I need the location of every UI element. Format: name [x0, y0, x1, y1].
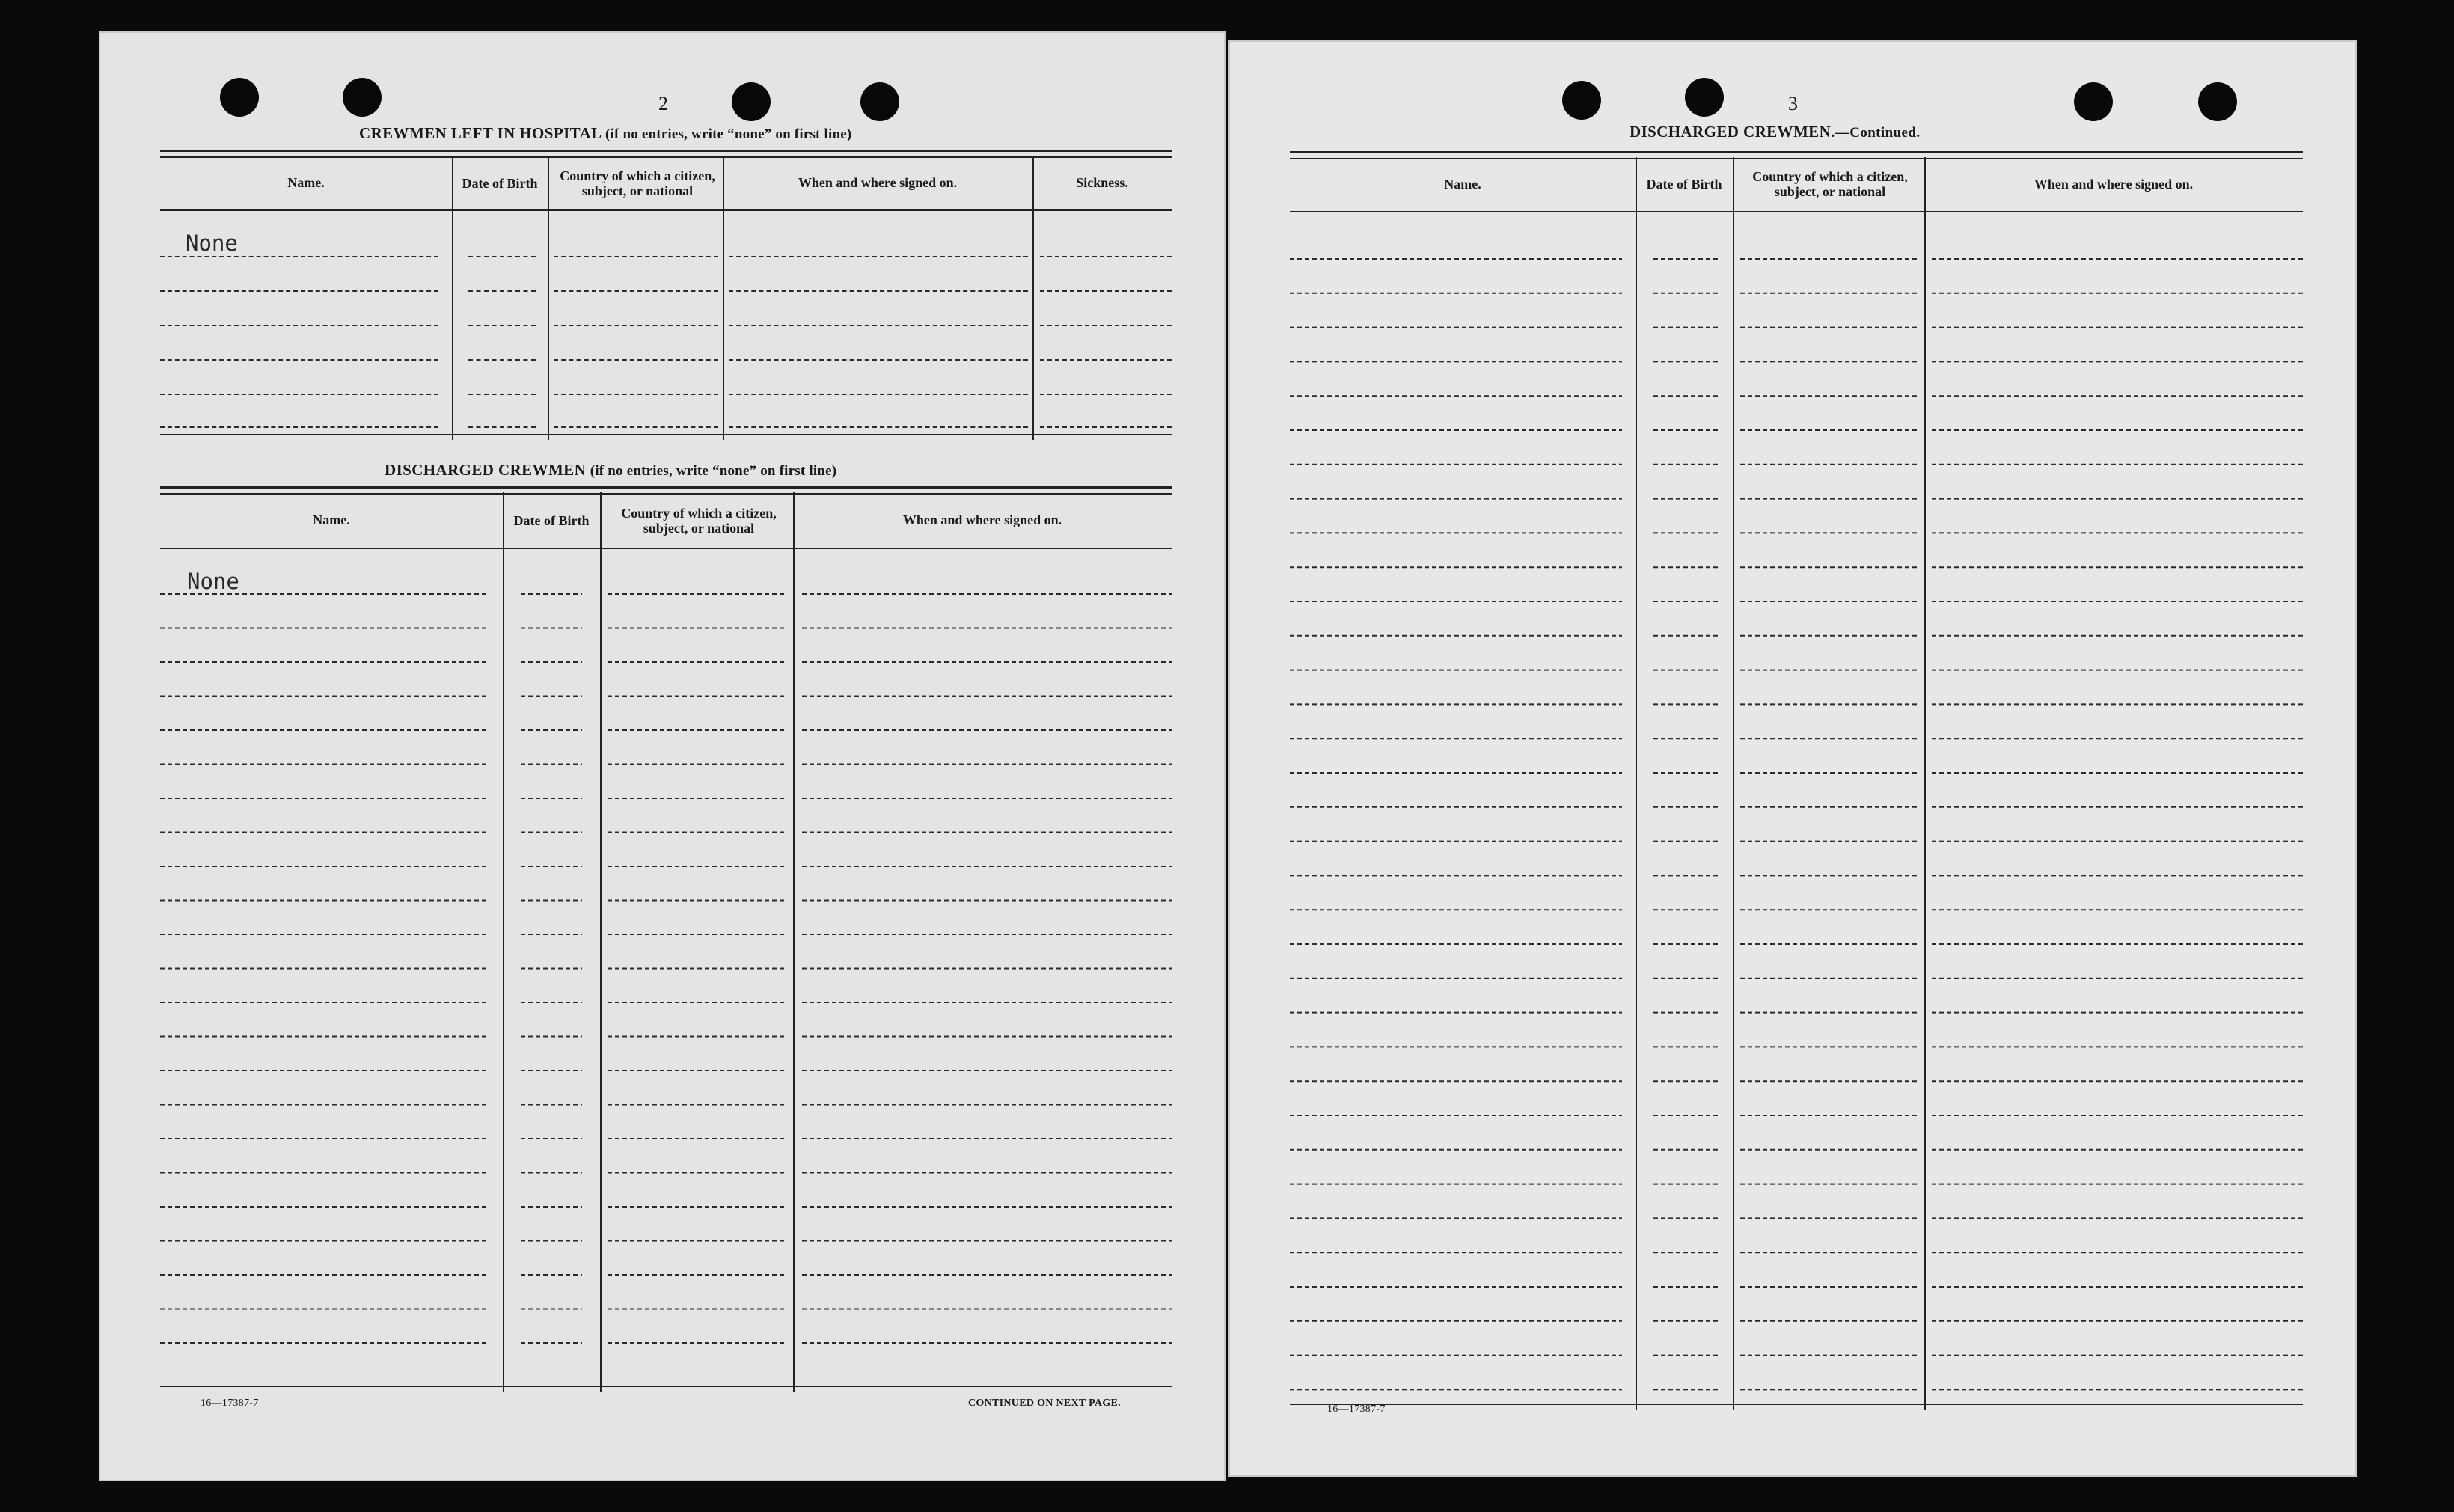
- hospital-subtitle-text: (if no entries, write “none” on first line): [605, 126, 852, 142]
- entry-line: [160, 359, 438, 361]
- column-header-country: Country of which a citizen, subject, or national: [621, 506, 777, 536]
- punch-hole: [2074, 82, 2113, 121]
- entry-line: [468, 325, 536, 326]
- discharged-table: [160, 486, 1172, 1392]
- discharged-title-text: DISCHARGED CREWMEN: [385, 461, 587, 479]
- form-number: 16—17387-7: [201, 1398, 259, 1409]
- entry-line: [468, 359, 536, 361]
- entry-lines: [160, 486, 1172, 1392]
- column-header-name: Name.: [313, 512, 350, 527]
- right-section-title: [1630, 123, 1920, 141]
- entry-line: [1040, 359, 1172, 361]
- entry-line: [554, 426, 718, 428]
- entry-line: [468, 426, 536, 428]
- discharged-section-title: [385, 461, 836, 480]
- entry-line: [554, 359, 718, 361]
- continued-note: CONTINUED ON NEXT PAGE.: [968, 1398, 1121, 1409]
- entry-line: [729, 256, 1028, 257]
- hospital-title-text: CREWMEN LEFT IN HOSPITAL: [359, 124, 602, 142]
- entry-line: [729, 359, 1028, 361]
- punch-hole: [1562, 81, 1601, 120]
- entry-line: [554, 290, 718, 292]
- entry-line: [554, 394, 718, 395]
- discharged-continued-table: [1290, 151, 2303, 1410]
- right-title-text: DISCHARGED CREWMEN.: [1630, 123, 1835, 141]
- punch-hole: [860, 82, 899, 121]
- discharged-subtitle-text: (if no entries, write “none” on first line): [590, 463, 837, 479]
- entry-line: [1040, 426, 1172, 428]
- entry-line: [1040, 256, 1172, 257]
- column-header-date-of-birth: Date of Birth: [462, 176, 538, 191]
- page-number: 3: [1788, 93, 1798, 114]
- left-page: [99, 31, 1226, 1481]
- punch-hole: [220, 78, 259, 117]
- hospital-section-title: [359, 124, 851, 143]
- column-header-signed-on: When and where signed on.: [902, 512, 1062, 527]
- column-header-country: Country of which a citizen, subject, or national: [560, 168, 715, 198]
- entry-line: [160, 426, 438, 428]
- entry-line: [729, 290, 1028, 292]
- entry-line: [1040, 394, 1172, 395]
- column-divider: [548, 156, 549, 440]
- punch-hole: [732, 82, 771, 121]
- entry-line: [468, 256, 536, 257]
- entry-line: [160, 290, 438, 292]
- entry-line: [729, 394, 1028, 395]
- punch-hole: [343, 78, 382, 117]
- punch-hole: [2198, 82, 2237, 121]
- entry-line: [160, 394, 438, 395]
- table-bottom-rule: [160, 434, 1172, 435]
- column-header-signed-on: When and where signed on.: [2034, 177, 2194, 192]
- column-header-country: Country of which a citizen, subject, or national: [1752, 169, 1908, 199]
- entry-lines: [1290, 151, 2303, 1410]
- column-header-name: Name.: [287, 175, 325, 190]
- column-header-name: Name.: [1444, 177, 1481, 192]
- column-header-signed-on: When and where signed on.: [798, 175, 958, 190]
- entry-line: [160, 256, 438, 257]
- column-header-sickness: Sickness.: [1076, 175, 1128, 190]
- entry-line: [468, 290, 536, 292]
- entry-line: [1040, 325, 1172, 326]
- right-page: [1228, 40, 2357, 1477]
- header-bottom-rule: [160, 209, 1172, 211]
- entry-line: [1040, 290, 1172, 292]
- punch-hole: [1685, 78, 1724, 117]
- entry-line: [554, 325, 718, 326]
- column-divider: [452, 156, 453, 440]
- first-entry-name: None: [187, 569, 239, 594]
- form-number: 16—17387-7: [1327, 1404, 1386, 1415]
- entry-line: [160, 325, 438, 326]
- entry-line: [729, 426, 1028, 428]
- column-header-date-of-birth: Date of Birth: [513, 513, 590, 528]
- column-header-date-of-birth: Date of Birth: [1646, 177, 1722, 192]
- entry-line: [554, 256, 718, 257]
- page-number: 2: [658, 93, 668, 114]
- entry-line: [729, 325, 1028, 326]
- hospital-table: [160, 150, 1172, 440]
- right-title-suffix: —Continued.: [1835, 125, 1921, 141]
- entry-line: [468, 394, 536, 395]
- first-entry-name: None: [186, 230, 238, 256]
